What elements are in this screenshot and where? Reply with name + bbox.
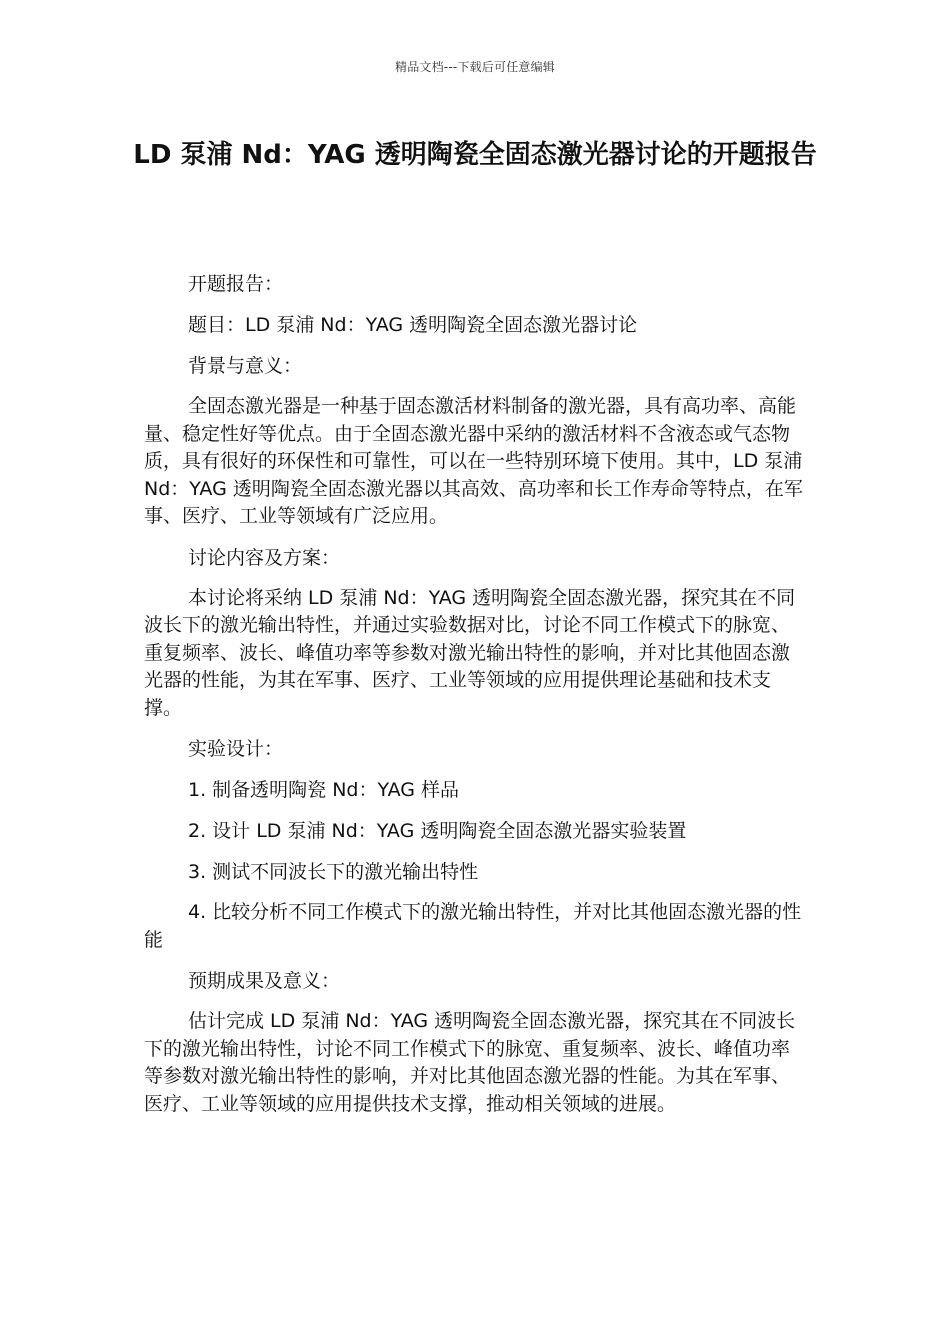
experiment-step-1: 1. 制备透明陶瓷 Nd：YAG 样品 bbox=[188, 779, 460, 801]
section-heading-content: 讨论内容及方案： bbox=[188, 546, 341, 569]
page-header: 精品文档---下载后可任意编辑 bbox=[395, 60, 555, 74]
experiment-step-3: 3. 测试不同波长下的激光输出特性 bbox=[188, 861, 479, 883]
topic-line: 题目：LD 泵浦 Nd：YAG 透明陶瓷全固态激光器讨论 bbox=[188, 314, 638, 336]
outcome-paragraph: 估计完成 LD 泵浦 Nd：YAG 透明陶瓷全固态激光器，探究其在不同波长下的激光输出特性，讨论不同工作模式下的脉宽、重复频率、波长、峰值功率等参数对激光输出特性的影响，并对比其他固态激光器的性能。为其在军事、医疗、工业等领域的应用提供技术支撑，推动相关领域的进展。 bbox=[144, 1010, 796, 1115]
report-label: 开题报告： bbox=[188, 273, 284, 295]
experiment-step-2: 2. 设计 LD 泵浦 Nd：YAG 透明陶瓷全固态激光器实验装置 bbox=[188, 820, 687, 842]
background-paragraph: 全固态激光器是一种基于固态激活材料制备的激光器，具有高功率、高能量、稳定性好等优点。由于全固态激光器中采纳的激活材料不含液态或气态物质，具有很好的环保性和可靠性，可以在一些特别环境下使用。其中，LD 泵浦 Nd：YAG 透明陶瓷全固态激光器以其高效、高功率和长工作寿命等特点，在军事、医疗、工业等领域有广泛应用。 bbox=[144, 395, 803, 527]
experiment-step-4: 4. 比较分析不同工作模式下的激光输出特性，并对比其他固态激光器的性能 bbox=[144, 901, 802, 951]
section-heading-background: 背景与意义： bbox=[188, 355, 303, 377]
content-paragraph: 本讨论将采纳 LD 泵浦 Nd：YAG 透明陶瓷全固态激光器，探究其在不同波长下的激光输出特性，并通过实验数据对比，讨论不同工作模式下的脉宽、重复频率、波长、峰值功率等参数对激光输出特性的影响，并对比其他固态激光器的性能，为其在军事、医疗、工业等领域的应用提供理论基础和技术支撑。 bbox=[144, 586, 796, 719]
section-heading-experiment: 实验设计： bbox=[188, 738, 284, 760]
document-title: LD 泵浦 Nd：YAG 透明陶瓷全固态激光器讨论的开题报告 bbox=[133, 140, 817, 170]
section-heading-outcome: 预期成果及意义： bbox=[188, 970, 341, 992]
document-body bbox=[144, 270, 806, 1131]
